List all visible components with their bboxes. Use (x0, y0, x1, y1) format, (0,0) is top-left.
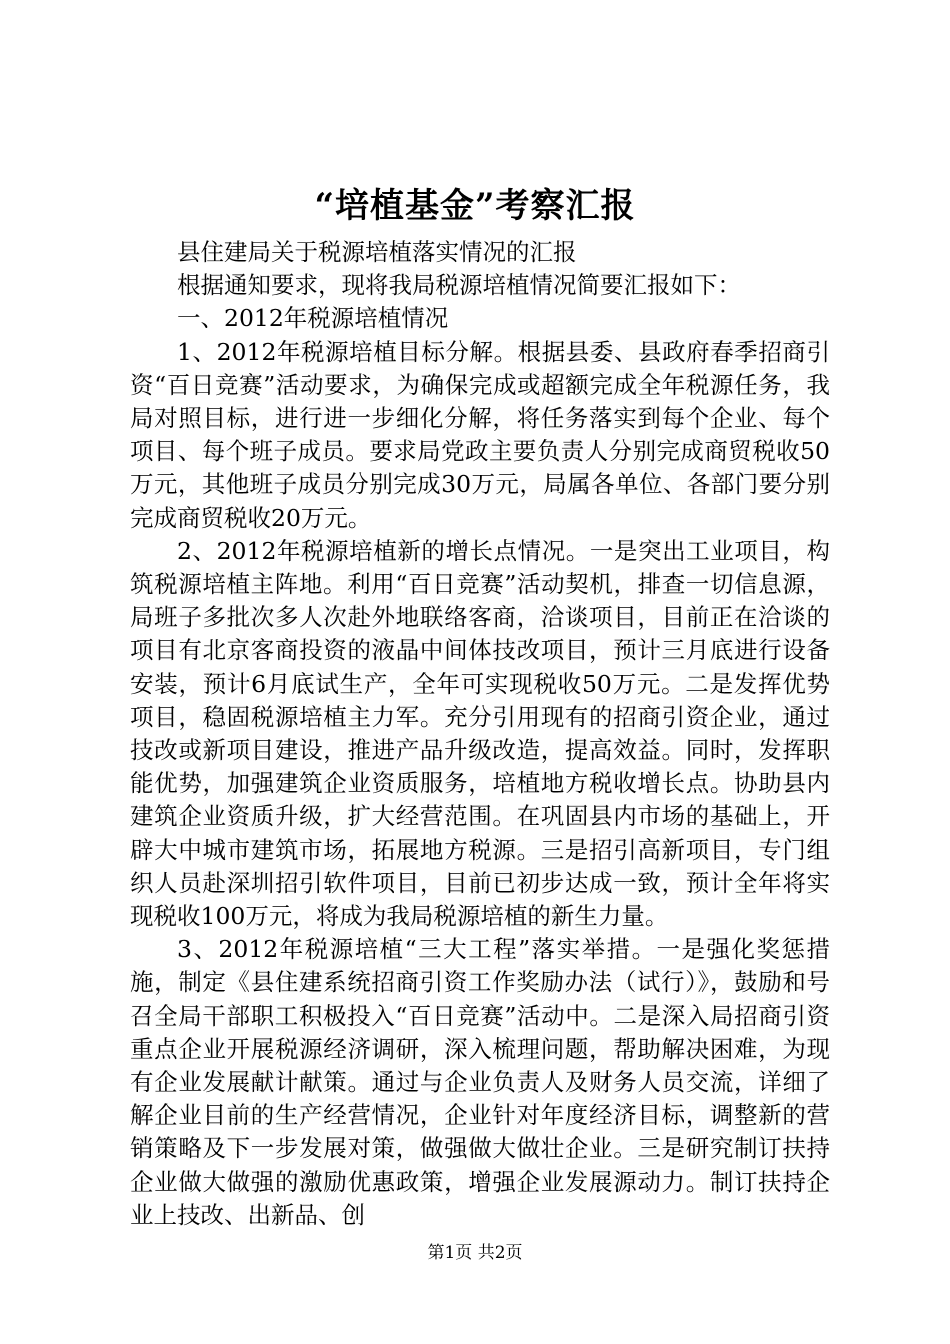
paragraph-three-projects: 3、2012年税源培植“三大工程”落实举措。一是强化奖惩措施，制定《县住建系统招商引资工作奖励办法（试行）》，鼓励和号召全局干部职工积极投入“百日竞赛”活动中。二是深入局招商引资重点企业开展税源经济调研，深入梳理问题，帮助解决困难，为现有企业发展献计献策。通过与企业负责人及财务人员交流，详细了解企业目前的生产经营情况，企业针对年度经济目标，调整新的营销策略及下一步发展对策，做强做大做壮企业。三是研究制订扶持企业做大做强的激励优惠政策，增强企业发展源动力。制订扶持企业上技改、出新品、创 (130, 935, 830, 1229)
paragraph-section-heading: 一、2012年税源培植情况 (177, 304, 449, 333)
paragraph-heading-report: 县住建局关于税源培植落实情况的汇报 (177, 238, 577, 266)
page-footer: 第1页 共2页 (427, 1243, 523, 1263)
paragraph-intro: 根据通知要求，现将我局税源培植情况简要汇报如下： (177, 271, 741, 300)
paragraph-growth-points: 2、2012年税源培植新的增长点情况。一是突出工业项目，构筑税源培植主阵地。利用“百日竞赛”活动契机，排查一切信息源，局班子多批次多人次赴外地联络客商，洽谈项目，目前正在洽谈的项目有北京客商投资的液晶中间体技改项目，预计三月底进行设备安装，预计6月底试生产，全年可实现税收50万元。二是发挥优势项目，稳固税源培植主力军。充分引用现有的招商引资企业，通过技改或新项目建设，推进产品升级改造，提高效益。同时，发挥职能优势，加强建筑企业资质服务，培植地方税收增长点。协助县内建筑企业资质升级，扩大经营范围。在巩固县内市场的基础上，开辟大中城市建筑市场，拓展地方税源。三是招引高新项目，专门组织人员赴深圳招引软件项目，目前已初步达成一致，预计全年将实现税收100万元，将成为我局税源培植的新生力量。 (130, 536, 830, 931)
document-body (130, 236, 830, 1232)
paragraph-target-breakdown: 1、2012年税源培植目标分解。根据县委、县政府春季招商引资“百日竞赛”活动要求，为确保完成或超额完成全年税源任务，我局对照目标，进行进一步细化分解，将任务落实到每个企业、每个项目、每个班子成员。要求局党政主要负责人分别完成商贸税收50万元，其他班子成员分别完成30万元，局属各单位、各部门要分别完成商贸税收20万元。 (130, 337, 830, 532)
document-title: “培植基金”考察汇报 (314, 186, 636, 226)
